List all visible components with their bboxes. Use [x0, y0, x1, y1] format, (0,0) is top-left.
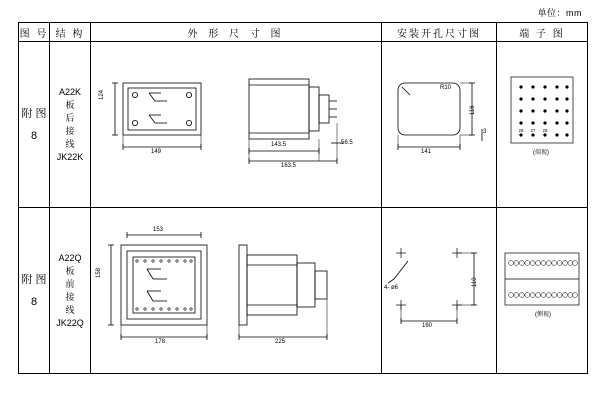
row-b-structure-line-0: A22Q	[58, 252, 82, 263]
row-b-structure-line-2: 前	[65, 278, 75, 289]
row-b-figure-no-line1: 附 图	[21, 273, 47, 286]
row-a-structure-line-3: 接	[65, 125, 75, 136]
row-a-hole-radius-label: R10	[440, 85, 452, 91]
row-b-structure-line-1: 板	[65, 265, 75, 276]
table-header-row	[19, 23, 588, 42]
row-a-hole-cell	[382, 42, 497, 208]
row-a-figure-no	[19, 42, 50, 208]
header-outline-dimensions: 外 形 尺 寸 图	[91, 23, 382, 42]
row-b-terminal-cell	[497, 208, 588, 374]
row-b-terminal-svg	[497, 209, 587, 372]
row-a-side-depth-inner-label: 143.5	[271, 142, 287, 148]
row-b-hole-svg	[382, 209, 496, 372]
row-a-hole-svg	[382, 43, 496, 206]
row-b-structure-line-5: JK22Q	[56, 317, 84, 328]
row-a-terminal-figure	[497, 43, 587, 206]
row-a-terminal-cell	[497, 42, 588, 208]
row-b-hole-spec-label: 4- ø6	[384, 285, 399, 291]
row-a-terminal-caption: (端视)	[533, 150, 549, 156]
row-b-terminal-figure	[497, 209, 587, 372]
row-b-front-height-label: 158	[96, 267, 102, 278]
row-a-term-num-28: 28	[542, 128, 548, 133]
row-a-structure-line-1: 板	[65, 99, 75, 110]
row-b-outline-cell	[91, 208, 382, 374]
row-b-terminal-caption: (侧视)	[535, 312, 551, 318]
header-figure-no: 图 号	[19, 23, 50, 42]
unit-note: 单位：mm	[537, 8, 582, 18]
row-b-hole-figure	[382, 209, 496, 372]
row-b-figure-no-line2: 8	[30, 295, 38, 308]
row-b-hole-width-label: 160	[422, 323, 433, 329]
row-a-front-width-label: 149	[151, 149, 162, 155]
row-b-structure	[50, 208, 91, 374]
row-a-front-height-label: 124	[99, 89, 105, 100]
row-a-structure-line-0: A22K	[58, 86, 82, 97]
row-a-hole-height-label: 116	[470, 105, 476, 115]
row-b-side-depth-label: 225	[275, 339, 286, 345]
row-a-hole-width-label: 141	[421, 149, 432, 155]
row-b-front-width-total-label: 178	[155, 339, 166, 345]
spec-table	[18, 22, 588, 374]
row-a-structure-line-5: JK22K	[56, 151, 84, 162]
row-a-term-num-27: 27	[530, 128, 536, 133]
row-a-side-tail-label: 56.5	[341, 140, 353, 146]
row-a-structure-stack	[50, 82, 90, 168]
row-a-structure-line-4: 线	[65, 138, 75, 149]
row-a-outline-svg	[91, 43, 381, 206]
row-a-side-depth-total-label: 163.5	[281, 163, 297, 169]
row-a-hole-thickness-label: 3	[483, 129, 487, 135]
table-row	[19, 42, 588, 208]
row-b-outline-svg	[91, 209, 381, 372]
row-a-outline-cell	[91, 42, 382, 208]
row-a-terminal-svg	[497, 43, 587, 206]
row-b-structure-line-3: 接	[65, 291, 75, 302]
row-a-term-num-26: 26	[518, 128, 524, 133]
row-b-hole-cell	[382, 208, 497, 374]
header-structure: 结 构	[50, 23, 91, 42]
row-b-hole-height-label: 110	[472, 277, 478, 287]
header-mounting-hole: 安装开孔尺寸图	[382, 23, 497, 42]
row-b-front-width-inner-label: 153	[153, 227, 164, 233]
table-row	[19, 208, 588, 374]
row-b-outline-figure	[91, 209, 381, 372]
row-a-structure-line-2: 后	[65, 112, 75, 123]
row-a-figure-no-line1: 附 图	[21, 107, 47, 120]
row-a-structure	[50, 42, 91, 208]
row-a-hole-figure	[382, 43, 496, 206]
row-b-structure-line-4: 线	[65, 304, 75, 315]
header-terminal-diagram: 端 子 图	[497, 23, 588, 42]
row-a-outline-figure	[91, 43, 381, 206]
row-a-figure-no-line2: 8	[30, 129, 38, 142]
row-b-structure-stack	[50, 248, 90, 334]
row-b-figure-no	[19, 208, 50, 374]
